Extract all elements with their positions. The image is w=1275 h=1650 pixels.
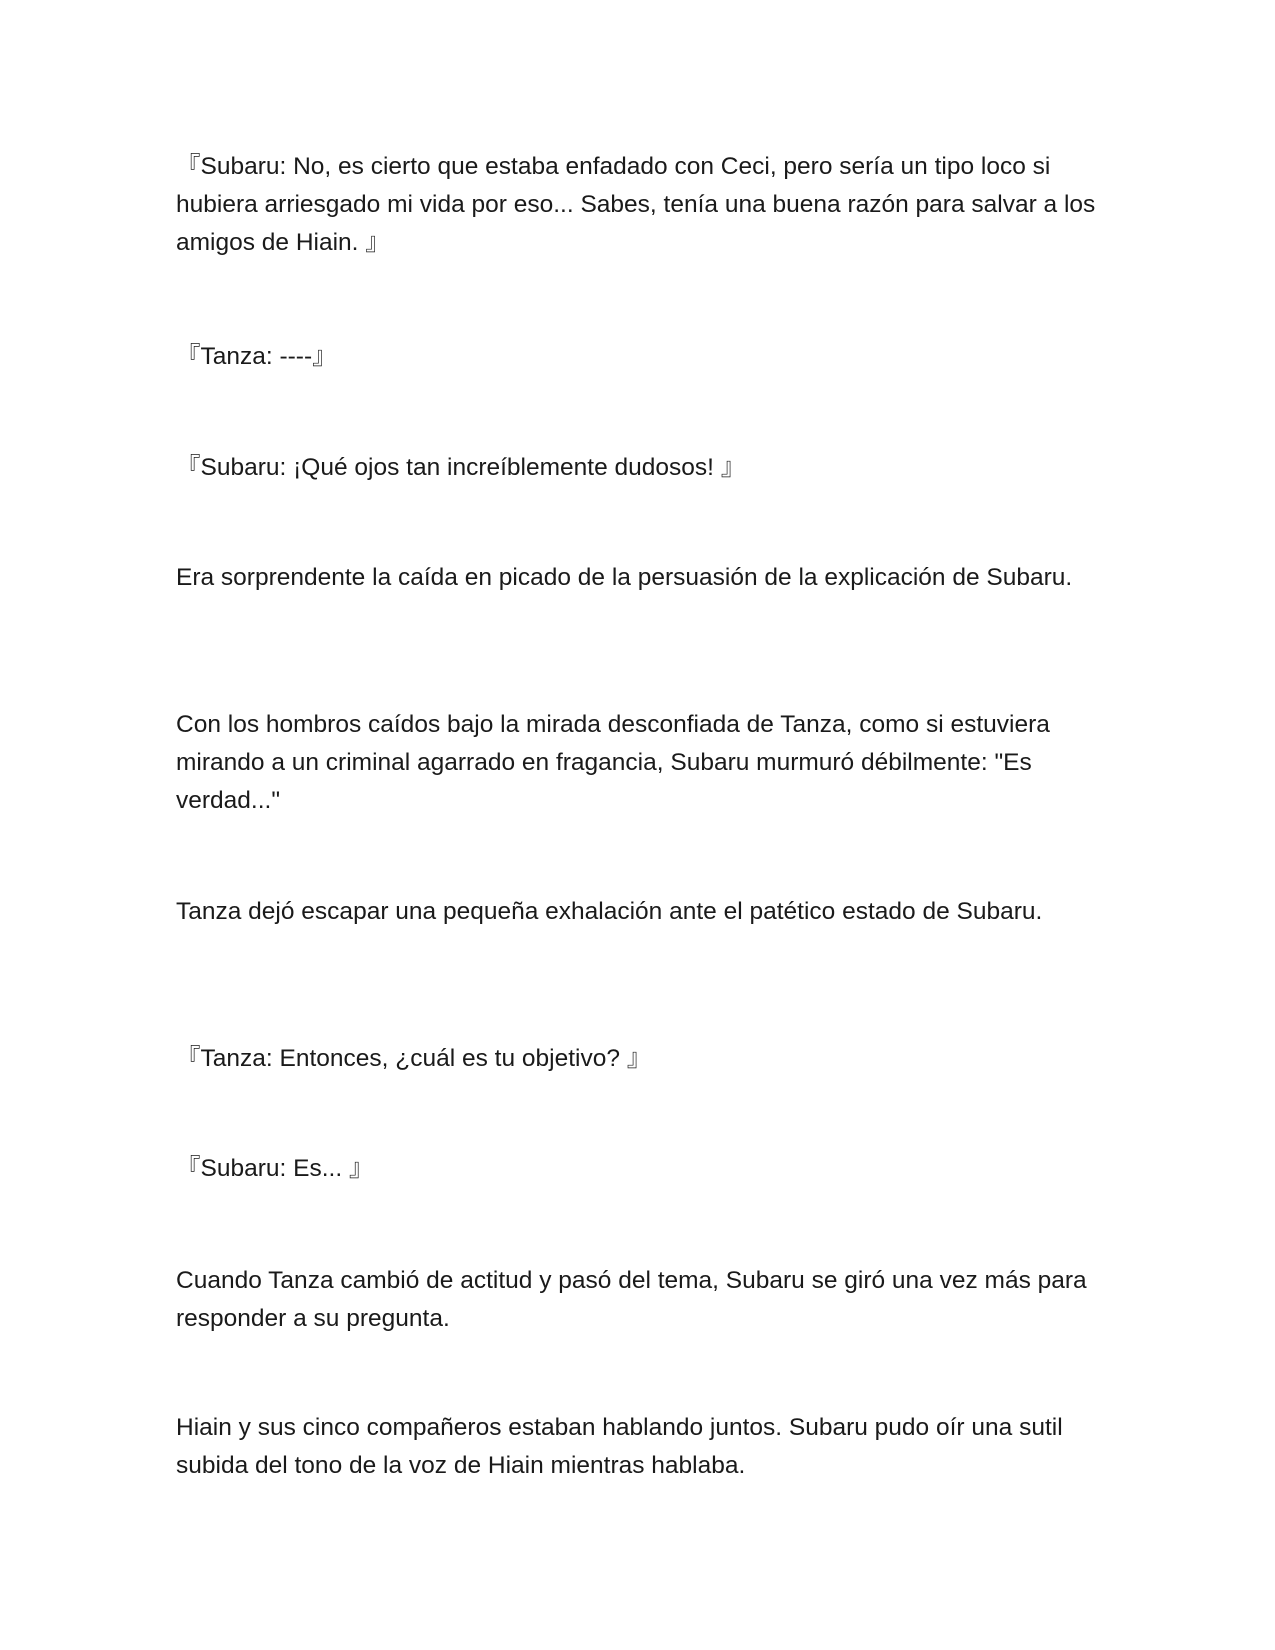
dialogue-subaru-doubtful-eyes: 『Subaru: ¡Qué ojos tan increíblemente dudosos! 』 bbox=[176, 454, 746, 481]
narration-persuasion: Era sorprendente la caída en picado de la persuasión de la explicación de Subaru. bbox=[176, 564, 1073, 591]
narration-shoulders: Con los hombros caídos bajo la mirada desconfiada de Tanza, como si estuviera mirando a un criminal agarrado en fragancia, Subaru murmuró débilmente: "Es verdad..." bbox=[176, 711, 1057, 814]
dialogue-tanza-silence: 『Tanza: ----』 bbox=[176, 343, 337, 370]
narration-exhalation: Tanza dejó escapar una pequeña exhalación ante el patético estado de Subaru. bbox=[176, 898, 1043, 925]
dialogue-subaru-reason: 『Subaru: No, es cierto que estaba enfadado con Ceci, pero sería un tipo loco si hubiera arriesgado mi vida por eso... Sabes, tenía una buena razón para salvar a los amigos de Hiain. 』 bbox=[176, 153, 1103, 256]
dialogue-tanza-objective: 『Tanza: Entonces, ¿cuál es tu objetivo? 』 bbox=[176, 1045, 652, 1072]
dialogue-subaru-es: 『Subaru: Es... 』 bbox=[176, 1155, 374, 1182]
narration-hiain-companions: Hiain y sus cinco compañeros estaban hablando juntos. Subaru pudo oír una sutil subida del tono de la voz de Hiain mientras hablaba. bbox=[176, 1414, 1070, 1479]
narration-subaru-turns: Cuando Tanza cambió de actitud y pasó del tema, Subaru se giró una vez más para responder a su pregunta. bbox=[176, 1267, 1094, 1332]
